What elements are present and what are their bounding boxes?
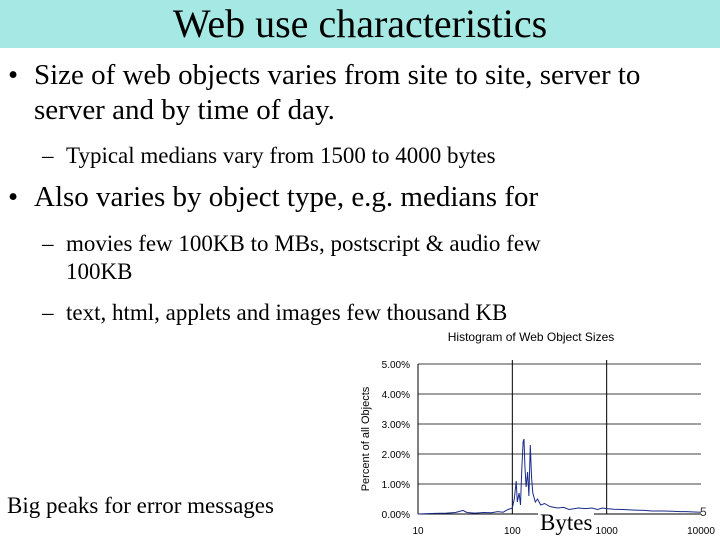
sub-bullet-2-2: text, html, applets and images few thousand KB: [66, 300, 508, 325]
y-tick-label: 0.00%: [381, 510, 410, 521]
x-tick-label: 10000: [687, 526, 715, 537]
x-tick-label: 100: [503, 526, 521, 537]
bullet-marker: •: [8, 181, 19, 213]
y-tick-label: 4.00%: [381, 390, 410, 401]
sub-bullet-marker: –: [42, 300, 54, 325]
y-axis-label: Percent of all Objects: [360, 386, 372, 492]
x-tick-label: 1000: [595, 526, 618, 537]
y-tick-label: 5.00%: [381, 360, 410, 371]
bullet-2-line-1: Also varies by object type, e.g. medians for: [34, 181, 539, 213]
bullet-marker: •: [8, 59, 19, 91]
bullet-1-line-2: server and by time of day.: [34, 94, 335, 126]
x-tick-label: 10: [412, 526, 424, 537]
y-tick-label: 3.00%: [381, 420, 410, 431]
y-tick-label: 1.00%: [381, 480, 410, 491]
bullet-1-line-1: Size of web objects varies from site to site, server to: [34, 59, 641, 91]
slide-title: Web use characteristics: [172, 1, 548, 46]
sub-bullet-marker: –: [42, 231, 54, 256]
sub-bullet-marker: –: [42, 143, 54, 168]
caption: Big peaks for error messages: [7, 493, 274, 518]
page-number: 5: [700, 505, 707, 519]
sub-bullet-1-1: Typical medians vary from 1500 to 4000 bytes: [66, 143, 496, 168]
series-line: [418, 439, 701, 514]
sub-bullet-2-1-line-1: movies few 100KB to MBs, postscript & audio few: [66, 231, 541, 256]
histogram-chart: [355, 326, 720, 540]
x-axis-label: Bytes: [540, 510, 593, 535]
y-tick-label: 2.00%: [381, 450, 410, 461]
chart-title: Histogram of Web Object Sizes: [447, 330, 615, 344]
sub-bullet-2-1-line-2: 100KB: [66, 259, 133, 284]
